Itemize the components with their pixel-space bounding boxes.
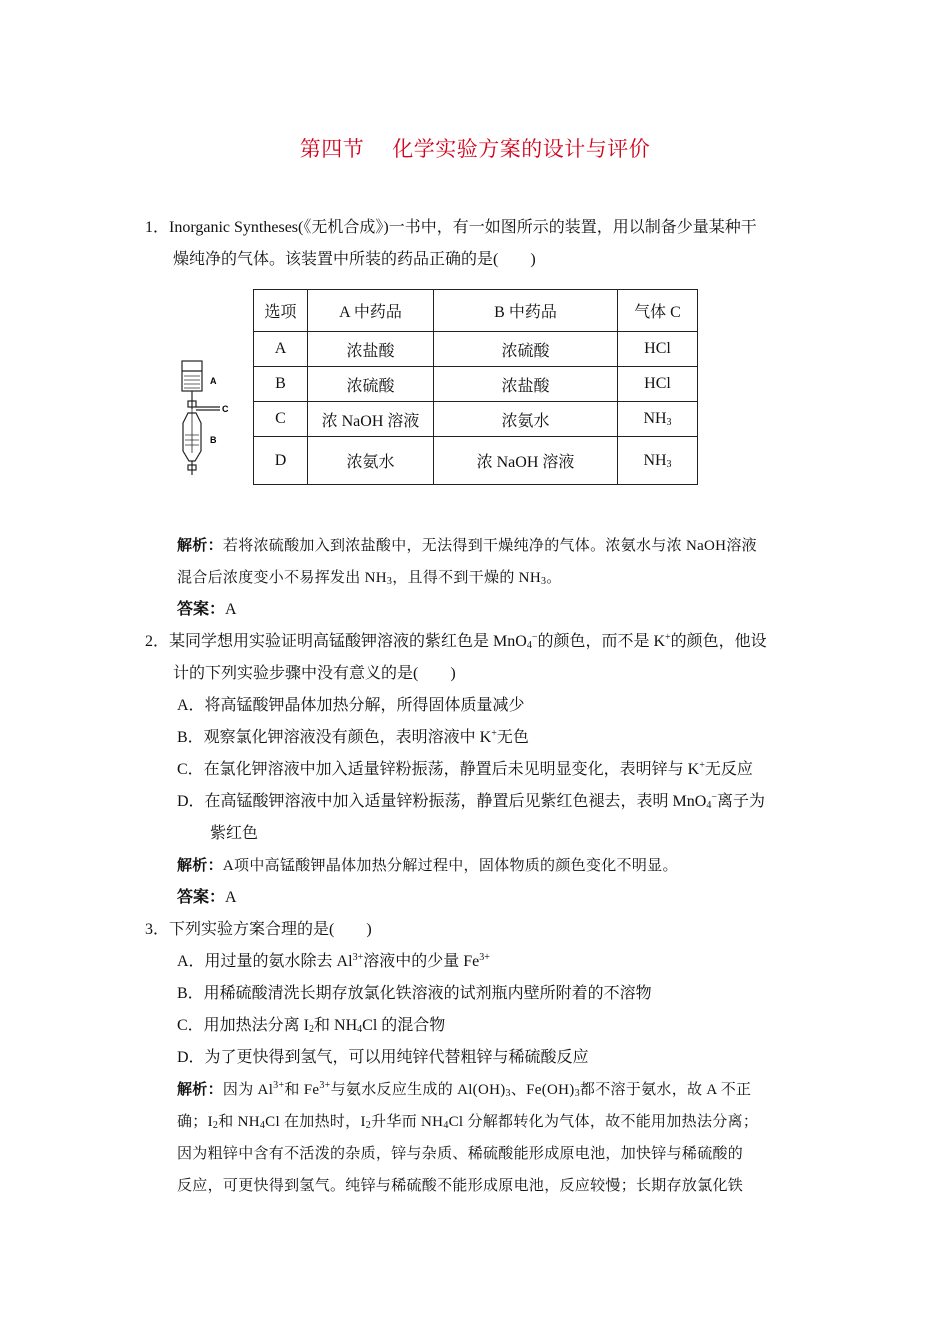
- q3-option-c: C．用加热法分离 $I_2$和 $NH_4Cl$ 的混合物: [177, 1017, 446, 1035]
- q2-stem-line2: 计的下列实验步骤中没有意义的是( ): [173, 665, 456, 682]
- table-header: B 中药品: [434, 290, 618, 332]
- q3-option-a: A．用过量的氨水除去 $Al^{3+}$溶液中的少量 $Fe^{3+}$: [177, 952, 490, 970]
- analysis-label: 解析：: [177, 538, 223, 554]
- table-row: A 浓盐酸 浓硫酸 HCl: [254, 332, 698, 367]
- label-c: C: [222, 404, 229, 414]
- q1-analysis-line1: 解析：若将浓硫酸加入到浓盐酸中，无法得到干燥纯净的气体。浓氨水与浓 NaOH溶液: [177, 538, 757, 554]
- analysis-label: 解析：: [177, 858, 223, 874]
- q3-option-b: B．用稀硫酸清洗长期存放氯化铁溶液的试剂瓶内壁所附着的不溶物: [177, 985, 652, 1002]
- table-row: C 浓 NaOH 溶液 浓氨水 $NH_3$: [254, 402, 698, 437]
- q1-analysis-line2: 混合后浓度变小不易挥发出 $NH_3$，且得不到干燥的 $NH_3$。: [177, 570, 562, 587]
- q3-analysis-line1: 解析：因为 $Al^{3+}$和 $Fe^{3+}$与氨水反应生成的 $Al(OH)_3$、$Fe(OH)_3$都不溶于氨水，故 A 不正: [177, 1080, 752, 1099]
- q2-answer: 答案：A: [177, 889, 237, 906]
- label-b: B: [210, 435, 217, 445]
- analysis-label: 解析：: [177, 1082, 223, 1098]
- q2-option-a: A．将高锰酸钾晶体加热分解，所得固体质量减少: [177, 697, 525, 714]
- q2-option-d-line1: D．在高锰酸钾溶液中加入适量锌粉振荡，静置后见紫红色褪去，表明 MnO$_4$−离子为: [177, 792, 765, 811]
- q3-number: 3．: [145, 921, 170, 938]
- label-a: A: [210, 376, 217, 386]
- q3-analysis-line4: 反应，可更快得到氢气。纯锌与稀硫酸不能形成原电池，反应较慢；长期存放氯化铁: [177, 1178, 744, 1194]
- q2-option-b: B．观察氯化钾溶液没有颜色，表明溶液中 K+无色: [177, 728, 529, 746]
- table-row: B 浓硫酸 浓盐酸 HCl: [254, 367, 698, 402]
- table-header: A 中药品: [308, 290, 434, 332]
- apparatus-diagram: [172, 357, 234, 479]
- section-title: [0, 133, 950, 163]
- q3-analysis-line2: 确；$I_2$和 $NH_4Cl$ 在加热时，$I_2$升华而 $NH_4Cl$ 分解都转化为气体，故不能用加热法分离；: [177, 1114, 759, 1131]
- q3-stem: 3．下列实验方案合理的是( ): [145, 921, 372, 938]
- section-name: 化学实验方案的设计与评价: [392, 137, 651, 161]
- q1-stem-line2: 燥纯净的气体。该装置中所装的药品正确的是( ): [173, 251, 536, 268]
- answer-label: 答案：: [177, 889, 226, 906]
- q2-number: 2．: [145, 633, 170, 650]
- table-header-row: [254, 290, 698, 332]
- q3-analysis-line3: 因为粗锌中含有不活泼的杂质，锌与杂质、稀硫酸能形成原电池，加快锌与稀硫酸的: [177, 1146, 744, 1162]
- q2-stem-line1: 2．某同学想用实验证明高锰酸钾溶液的紫红色是 MnO$_4$−的颜色，而不是 K+的颜色，他设: [145, 632, 767, 651]
- q3-option-d: D．为了更快得到氢气，可以用纯锌代替粗锌与稀硫酸反应: [177, 1049, 589, 1066]
- q1-number: 1．: [145, 219, 170, 236]
- q2-option-d-line2: 紫红色: [210, 825, 259, 842]
- q1-stem-line1: 1．Inorganic Syntheses(《无机合成》)一书中，有一如图所示的装置，用以制备少量某种干: [145, 219, 757, 236]
- q2-option-c: C．在氯化钾溶液中加入适量锌粉振荡，静置后未见明显变化，表明锌与 K+无反应: [177, 760, 753, 778]
- table-header: 气体 C: [618, 290, 698, 332]
- q2-analysis: 解析：A项中高锰酸钾晶体加热分解过程中，固体物质的颜色变化不明显。: [177, 858, 678, 874]
- reagent-table: [253, 289, 698, 485]
- q1-answer: 答案：A: [177, 601, 237, 618]
- table-row: D 浓氨水 浓 NaOH 溶液 $NH_3$: [254, 437, 698, 485]
- table-header: 选项: [254, 290, 308, 332]
- answer-label: 答案：: [177, 601, 226, 618]
- section-number: 第四节: [299, 137, 365, 161]
